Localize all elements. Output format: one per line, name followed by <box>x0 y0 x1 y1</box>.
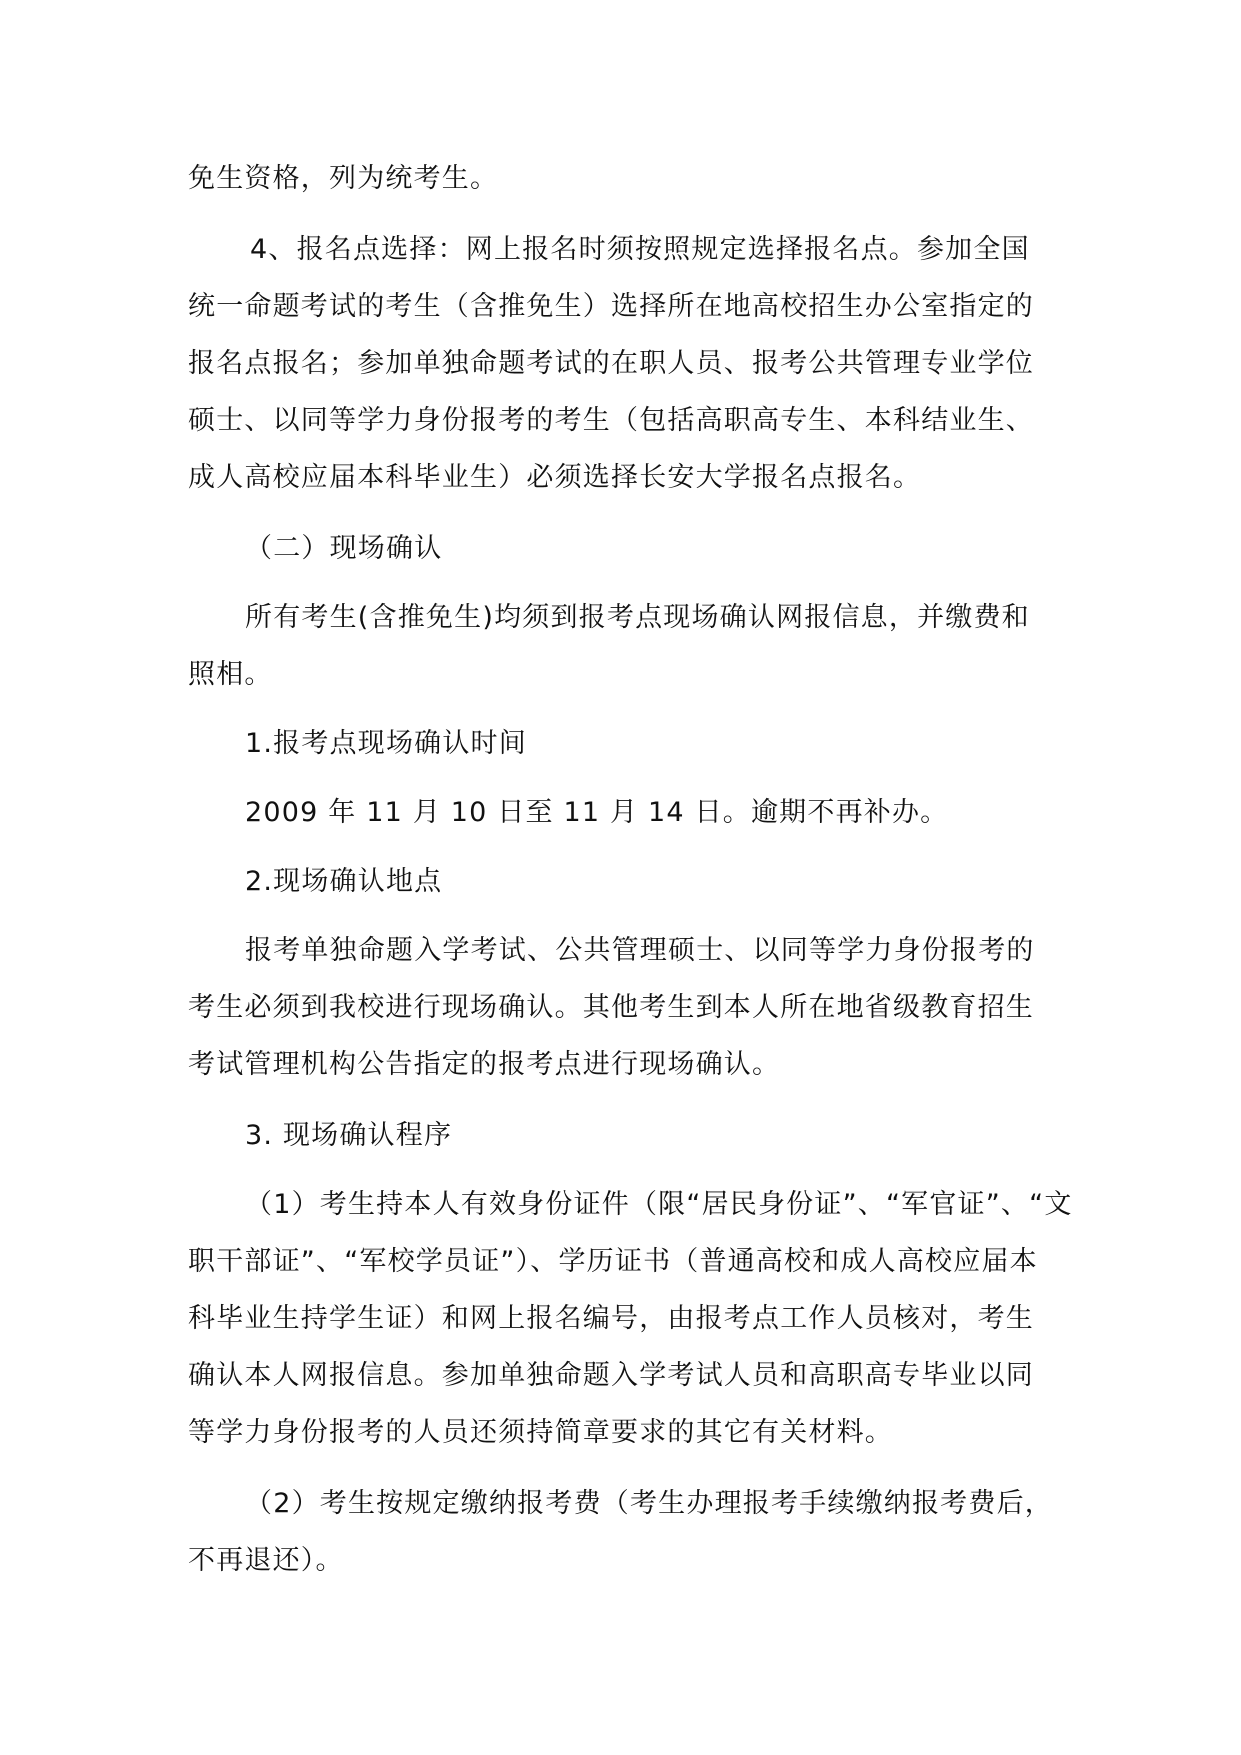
paragraph-procedure-step-1 <box>188 1176 1073 1461</box>
subheading-confirmation-procedure <box>188 1107 1058 1164</box>
text-line: 硕士、以同等学力身份报考的考生（包括高职高专生、本科结业生、 <box>188 405 1034 436</box>
text-line: 所有考生(含推免生)均须到报考点现场确认网报信息，并缴费和 <box>245 602 1030 633</box>
text-line: 报名点报名；参加单独命题考试的在职人员、报考公共管理专业学位 <box>188 348 1034 379</box>
text-line: 成人高校应届本科毕业生）必须选择长安大学报名点报名。 <box>188 462 922 493</box>
paragraph-location-details <box>188 922 1058 1093</box>
paragraph-procedure-step-2 <box>188 1475 1058 1589</box>
text-line: 等学力身份报考的人员还须持简章要求的其它有关材料。 <box>188 1417 893 1448</box>
text-line: （二）现场确认 <box>245 533 443 564</box>
subheading-confirmation-time <box>188 715 1058 772</box>
text-line: （2）考生按规定缴纳报考费（考生办理报考手续缴纳报考费后， <box>245 1488 1053 1519</box>
section-heading-onsite-confirmation <box>188 520 1058 577</box>
paragraph-confirmation-dates <box>188 784 1058 841</box>
subheading-confirmation-location <box>188 853 1058 910</box>
paragraph-all-candidates <box>188 589 1058 703</box>
text-line: 照相。 <box>188 659 273 690</box>
text-line: （1）考生持本人有效身份证件（限“居民身份证”、“军官证”、“文 <box>245 1189 1073 1220</box>
text-line: 1.报考点现场确认时间 <box>245 728 527 759</box>
text-line: 2.现场确认地点 <box>245 866 443 897</box>
text-line: 免生资格，列为统考生。 <box>188 163 499 194</box>
text-line: 考生必须到我校进行现场确认。其他考生到本人所在地省级教育招生 <box>188 992 1034 1023</box>
text-line: 职干部证”、“军校学员证”）、学历证书（普通高校和成人高校应届本 <box>188 1246 1038 1277</box>
text-line: 3. 现场确认程序 <box>245 1120 453 1151</box>
text-line: 科毕业生持学生证）和网上报名编号，由报考点工作人员核对，考生 <box>188 1303 1034 1334</box>
text-line: 考试管理机构公告指定的报考点进行现场确认。 <box>188 1049 781 1080</box>
text-line: 2009 年 11 月 10 日至 11 月 14 日。逾期不再补办。 <box>245 797 949 828</box>
text-line: 不再退还）。 <box>188 1545 344 1576</box>
text-line: 报考单独命题入学考试、公共管理硕士、以同等学力身份报考的 <box>245 935 1035 966</box>
paragraph-registration-site <box>188 221 1058 506</box>
paragraph-exemption-status <box>188 150 1058 207</box>
text-line: 确认本人网报信息。参加单独命题入学考试人员和高职高专毕业以同 <box>188 1360 1034 1391</box>
text-line: 统一命题考试的考生（含推免生）选择所在地高校招生办公室指定的 <box>188 291 1034 322</box>
document-body <box>188 150 1073 1589</box>
text-line: 4、报名点选择：网上报名时须按照规定选择报名点。参加全国 <box>250 234 1030 265</box>
